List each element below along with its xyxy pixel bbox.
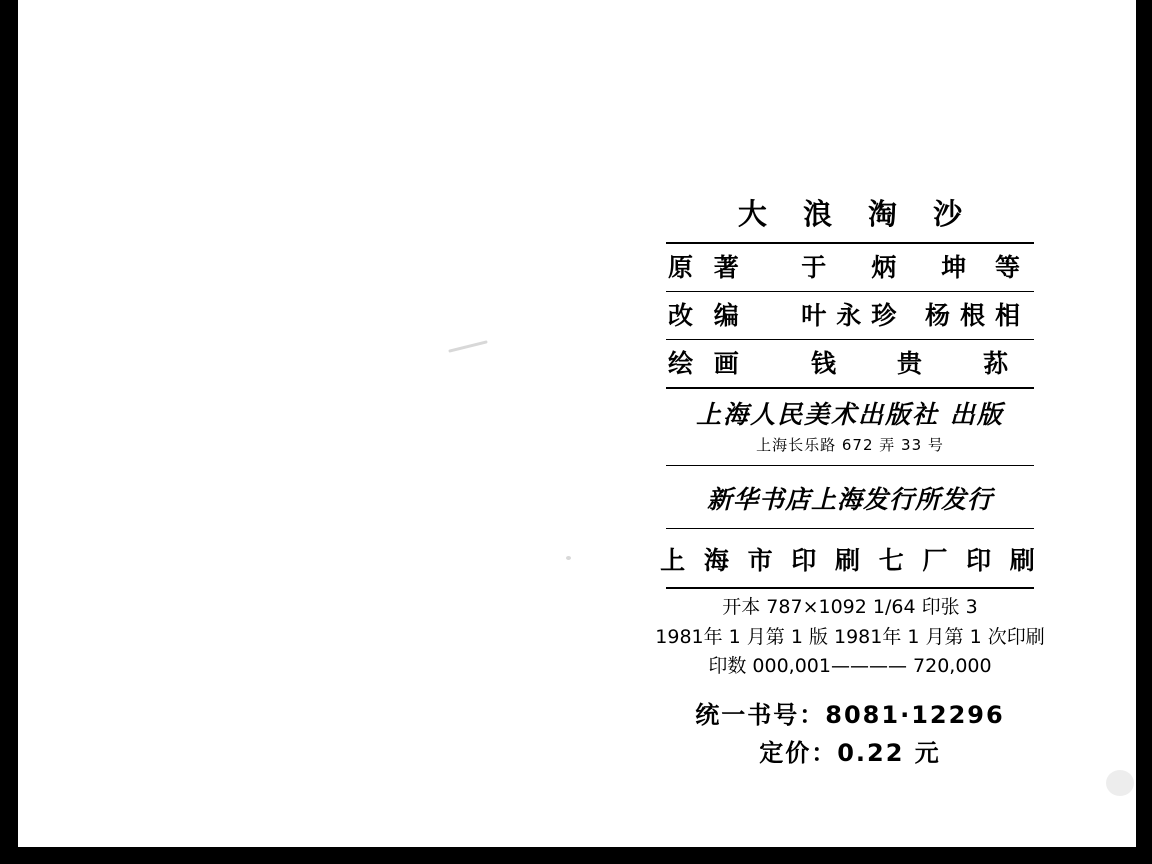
credit-role-label: 原 著 bbox=[668, 253, 745, 283]
scan-speck bbox=[566, 556, 571, 560]
divider-rule-6 bbox=[666, 587, 1034, 589]
publisher-name: 上海人民美术出版社 出版 bbox=[696, 400, 1004, 430]
scan-speck bbox=[1106, 770, 1134, 796]
printer-name: 上 海 市 印 刷 七 厂 印 刷 bbox=[660, 546, 1040, 576]
credit-row-adapter bbox=[666, 292, 1034, 339]
credit-row-author bbox=[666, 244, 1034, 291]
divider-rule-5 bbox=[666, 528, 1034, 529]
credit-name-value: 叶永珍 杨根相 bbox=[801, 301, 1030, 331]
divider-rule-4 bbox=[666, 465, 1034, 466]
price-label: 定价：0.22 元 bbox=[759, 739, 941, 768]
spec-printrun-line: 印数 000,001———— 720,000 bbox=[708, 655, 992, 678]
distributor-name: 新华书店上海发行所发行 bbox=[706, 485, 993, 515]
unified-book-number: 统一书号：8081·12296 bbox=[695, 700, 1005, 729]
publisher-block bbox=[650, 389, 1050, 455]
book-title: 大 浪 淘 沙 bbox=[737, 197, 976, 231]
credit-role-label: 绘 画 bbox=[668, 349, 745, 379]
colophon-block bbox=[650, 195, 1050, 772]
publisher-address: 上海长乐路 672 弄 33 号 bbox=[756, 436, 944, 455]
scan-speck bbox=[448, 340, 488, 353]
credit-row-illustrator bbox=[666, 340, 1034, 387]
credit-name-value: 钱 贵 荪 bbox=[810, 349, 1026, 379]
spec-edition-line: 1981年 1 月第 1 版 1981年 1 月第 1 次印刷 bbox=[655, 625, 1045, 648]
credit-name-value: 于 炳 坤 等 bbox=[801, 253, 1030, 283]
identification-block bbox=[650, 696, 1050, 773]
spec-format-line: 开本 787×1092 1/64 印张 3 bbox=[722, 596, 978, 619]
credit-role-label: 改 编 bbox=[668, 301, 745, 331]
print-specs-block bbox=[650, 593, 1050, 681]
